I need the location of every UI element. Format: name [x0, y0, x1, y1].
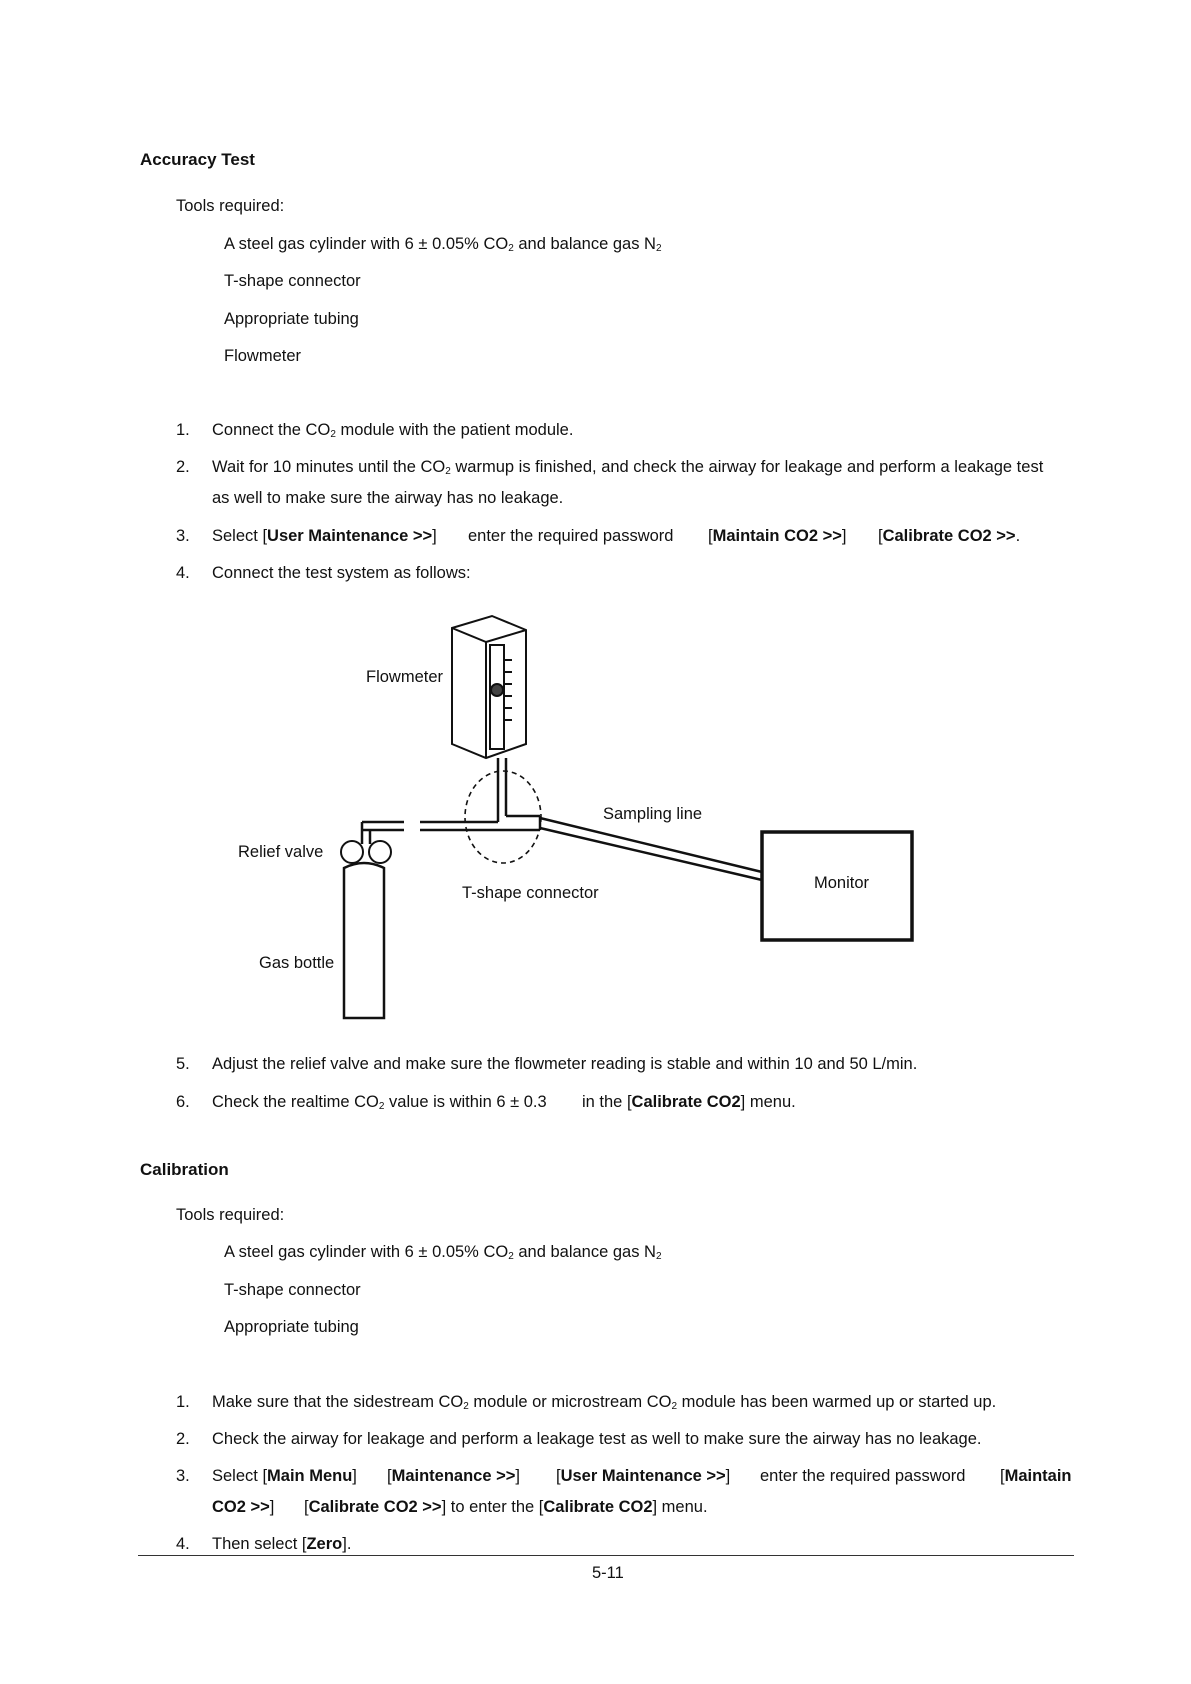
accuracy-step-6-part2: in the [Calibrate CO2] menu.	[582, 1093, 796, 1111]
accuracy-tool-flowmeter: Flowmeter	[224, 347, 302, 365]
accuracy-step-2-number: 2.	[176, 458, 190, 476]
calibration-step-2-text: Check the airway for leakage and perform a leakage test as well to make sure the airway has no leakage.	[212, 1430, 982, 1448]
diagram-label-relief-valve: Relief valve	[238, 843, 324, 861]
calibration-tool-tubing: Appropriate tubing	[224, 1318, 359, 1336]
calibration-tool-tconnector: T-shape connector	[224, 1281, 361, 1299]
accuracy-step-1-number: 1.	[176, 421, 190, 439]
calibration-step-3-part1: Select [Main Menu]	[212, 1467, 357, 1485]
diagram-label-t-shape-connector: T-shape connector	[462, 884, 599, 902]
calibration-step-3-number: 3.	[176, 1467, 190, 1485]
accuracy-tool-tubing: Appropriate tubing	[224, 310, 359, 328]
calibration-step-3-part3: [User Maintenance >>]	[556, 1467, 731, 1485]
accuracy-tools-label: Tools required:	[176, 197, 285, 215]
calibration-heading: Calibration	[140, 1160, 229, 1179]
flowmeter-device	[452, 616, 526, 758]
accuracy-step-2-text: Wait for 10 minutes until the $CO_2$ warmup is finished, and check the airway for leakage and perform a leakage test	[212, 458, 1044, 477]
accuracy-step-6-number: 6.	[176, 1093, 190, 1111]
accuracy-step-5-number: 5.	[176, 1055, 190, 1073]
calibration-tools-label: Tools required:	[176, 1206, 285, 1224]
calibration-step-3-part5: [Maintain	[1000, 1467, 1072, 1485]
accuracy-step-3-part3: [Maintain CO2 >>]	[708, 527, 847, 545]
calibration-step-3-part4: enter the required password	[760, 1467, 966, 1485]
calibration-step-1-text: Make sure that the sidestream $CO_2$ module or microstream $CO_2$ module has been warmed up or started up.	[212, 1393, 997, 1412]
diagram-label-gas-bottle: Gas bottle	[259, 954, 335, 972]
accuracy-step-6-part1: Check the realtime $CO_2$ value is within 6 ± 0.3	[212, 1093, 547, 1112]
relief-valve	[341, 841, 391, 863]
calibration-step-4-text: Then select [Zero].	[212, 1535, 352, 1553]
accuracy-step-3-number: 3.	[176, 527, 190, 545]
accuracy-step-5-text: Adjust the relief valve and make sure the flowmeter reading is stable and within 10 and 50 L/min.	[212, 1055, 918, 1073]
calibration-step-2-number: 2.	[176, 1430, 190, 1448]
accuracy-step-2-text-line2: as well to make sure the airway has no leakage.	[212, 489, 564, 507]
accuracy-tool-cylinder: A steel gas cylinder with 6 ± 0.05% $CO_2$ and balance gas $N_2$	[224, 235, 662, 254]
diagram-label-flowmeter: Flowmeter	[366, 668, 444, 686]
page-number: 5-11	[592, 1564, 624, 1582]
calibration-step-3-part2: [Maintenance >>]	[387, 1467, 520, 1485]
accuracy-step-3-part4: [Calibrate CO2 >>.	[878, 527, 1021, 545]
calibration-tool-cylinder: A steel gas cylinder with 6 ± 0.05% $CO_2$ and balance gas $N_2$	[224, 1243, 662, 1262]
accuracy-step-3-part1: Select [User Maintenance >>]	[212, 527, 437, 545]
accuracy-step-4-text: Connect the test system as follows:	[212, 564, 471, 582]
calibration-step-4-number: 4.	[176, 1535, 190, 1553]
accuracy-step-3-part2: enter the required password	[468, 527, 674, 545]
footer-rule	[138, 1555, 1074, 1556]
diagram-label-sampling-line: Sampling line	[603, 805, 703, 823]
calibration-step-3-line2a: CO2 >>]	[212, 1498, 275, 1516]
accuracy-step-4-number: 4.	[176, 564, 190, 582]
accuracy-step-1-text: Connect the $CO_2$ module with the patient module.	[212, 421, 574, 440]
calibration-step-1-number: 1.	[176, 1393, 190, 1411]
accuracy-tool-tconnector: T-shape connector	[224, 272, 361, 290]
diagram-label-monitor: Monitor	[814, 874, 870, 892]
calibration-step-3-line2b: [Calibrate CO2 >>] to enter the [Calibrate CO2] menu.	[304, 1498, 708, 1516]
gas-bottle	[344, 863, 384, 1018]
accuracy-test-heading: Accuracy Test	[140, 150, 255, 169]
